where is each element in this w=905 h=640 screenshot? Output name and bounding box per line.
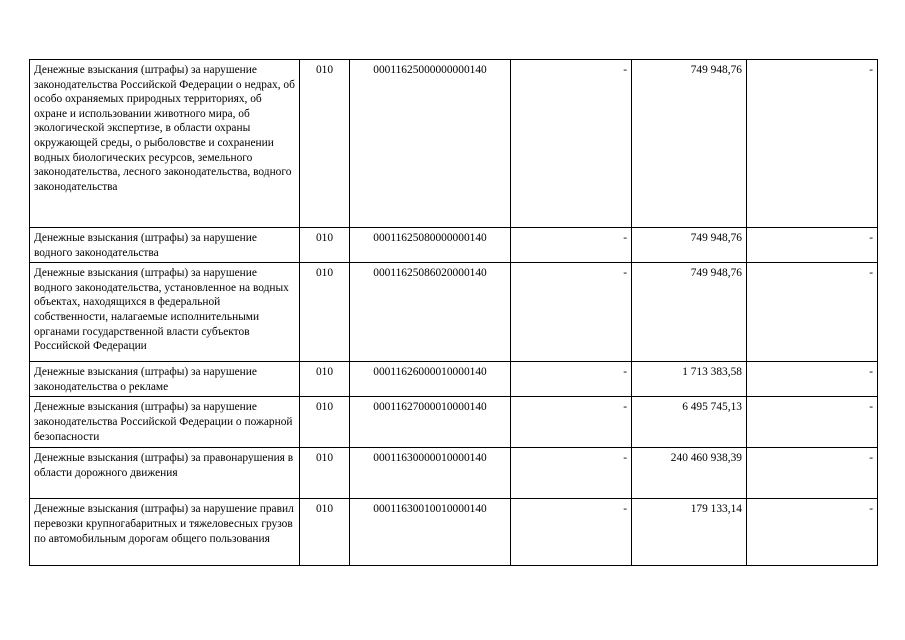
revenue-table (29, 59, 878, 566)
row-approved-cell: - (511, 263, 632, 362)
row-unexecuted-cell: - (747, 397, 878, 448)
table-row (30, 228, 878, 263)
row-executed-cell: 6 495 745,13 (632, 397, 747, 448)
row-line-code-cell: 010 (300, 362, 350, 397)
row-kbk-cell: 00011626000010000140 (350, 362, 511, 397)
row-line-code-cell: 010 (300, 448, 350, 499)
row-approved-cell: - (511, 499, 632, 566)
row-kbk-cell: 00011625086020000140 (350, 263, 511, 362)
row-unexecuted-cell: - (747, 499, 878, 566)
row-name-cell: Денежные взыскания (штрафы) за правонарушения в области дорожного движения (30, 448, 300, 499)
row-name-cell: Денежные взыскания (штрафы) за нарушение законодательства о рекламе (30, 362, 300, 397)
row-line-code-cell: 010 (300, 228, 350, 263)
row-approved-cell: - (511, 60, 632, 228)
row-executed-cell: 749 948,76 (632, 263, 747, 362)
row-unexecuted-cell: - (747, 228, 878, 263)
row-approved-cell: - (511, 228, 632, 263)
row-kbk-cell: 00011630000010000140 (350, 448, 511, 499)
row-line-code-cell: 010 (300, 499, 350, 566)
row-line-code-cell: 010 (300, 397, 350, 448)
row-approved-cell: - (511, 362, 632, 397)
row-kbk-cell: 00011625000000000140 (350, 60, 511, 228)
table-row (30, 499, 878, 566)
table-row (30, 60, 878, 228)
table-row (30, 448, 878, 499)
row-line-code-cell: 010 (300, 60, 350, 228)
row-unexecuted-cell: - (747, 263, 878, 362)
row-name-cell: Денежные взыскания (штрафы) за нарушение водного законодательства, установленное на водных объектах, находящихся в федеральной собственности, налагаемые исполнительными органами государственной власти субъектов Российской Федерации (30, 263, 300, 362)
row-name-cell: Денежные взыскания (штрафы) за нарушение правил перевозки крупногабаритных и тяжеловесных грузов по автомобильным дорогам общего пользования (30, 499, 300, 566)
row-executed-cell: 179 133,14 (632, 499, 747, 566)
table-row (30, 397, 878, 448)
table-row (30, 362, 878, 397)
row-name-cell: Денежные взыскания (штрафы) за нарушение водного законодательства (30, 228, 300, 263)
row-approved-cell: - (511, 397, 632, 448)
row-name-cell: Денежные взыскания (штрафы) за нарушение законодательства Российской Федерации о недрах, об особо охраняемых природных территориях, об охране и использовании животного мира, об экологической экспертизе, в области охраны окружающей среды, о рыболовстве и сохранении водных биологических ресурсов, земельного законодательства, лесного законодательства, водного законодательства (30, 60, 300, 228)
row-unexecuted-cell: - (747, 60, 878, 228)
row-executed-cell: 749 948,76 (632, 228, 747, 263)
row-kbk-cell: 00011630010010000140 (350, 499, 511, 566)
row-kbk-cell: 00011627000010000140 (350, 397, 511, 448)
row-executed-cell: 240 460 938,39 (632, 448, 747, 499)
row-approved-cell: - (511, 448, 632, 499)
table-row (30, 263, 878, 362)
row-name-cell: Денежные взыскания (штрафы) за нарушение законодательства Российской Федерации о пожарной безопасности (30, 397, 300, 448)
row-line-code-cell: 010 (300, 263, 350, 362)
row-unexecuted-cell: - (747, 448, 878, 499)
row-kbk-cell: 00011625080000000140 (350, 228, 511, 263)
row-executed-cell: 749 948,76 (632, 60, 747, 228)
row-unexecuted-cell: - (747, 362, 878, 397)
row-executed-cell: 1 713 383,58 (632, 362, 747, 397)
